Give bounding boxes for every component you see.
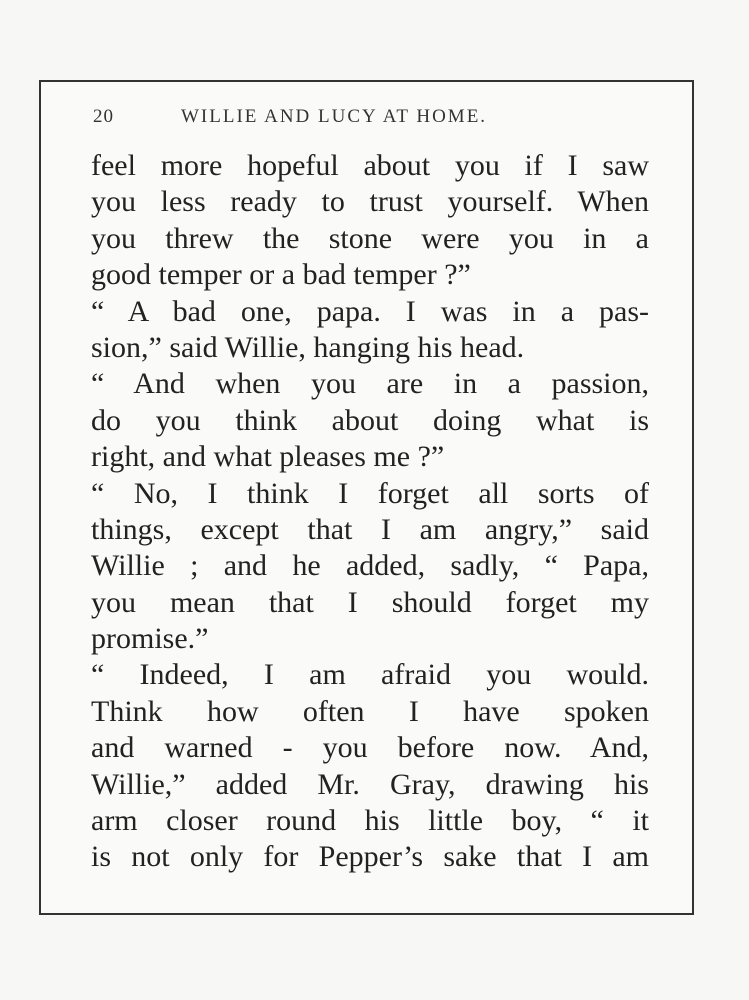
text-line: Willie ; and he added, sadly, “ Papa, xyxy=(91,549,649,583)
text-line: “ A bad one, papa. I was in a pas- xyxy=(91,294,649,328)
text-line: Willie,” added Mr. Gray, drawing his xyxy=(91,767,649,801)
text-line: good temper or a bad temper ?” xyxy=(91,258,471,292)
text-line: right, and what pleases me ?” xyxy=(91,440,445,474)
text-line: “ And when you are in a passion, xyxy=(91,367,649,401)
body-text xyxy=(91,148,649,876)
text-line: and warned - you before now. And, xyxy=(91,731,649,765)
text-line: is not only for Pepper’s sake that I am xyxy=(91,840,649,874)
running-head xyxy=(93,106,653,136)
page-number: 20 xyxy=(93,106,114,127)
text-line: “ Indeed, I am afraid you would. xyxy=(91,658,649,692)
book-title: WILLIE AND LUCY AT HOME. xyxy=(181,106,488,127)
text-line: do you think about doing what is xyxy=(91,403,649,437)
text-line: things, except that I am angry,” said xyxy=(91,512,649,546)
text-line: arm closer round his little boy, “ it xyxy=(91,804,649,838)
text-line: you threw the stone were you in a xyxy=(91,221,649,255)
page-frame xyxy=(39,80,694,915)
text-line: sion,” said Willie, hanging his head. xyxy=(91,330,525,364)
text-line: “ No, I think I forget all sorts of xyxy=(91,476,649,510)
text-line: promise.” xyxy=(91,622,209,656)
text-line: feel more hopeful about you if I saw xyxy=(91,149,649,182)
text-line: you mean that I should forget my xyxy=(91,585,649,619)
text-line: you less ready to trust yourself. When xyxy=(91,185,649,219)
text-line: Think how often I have spoken xyxy=(91,694,649,728)
